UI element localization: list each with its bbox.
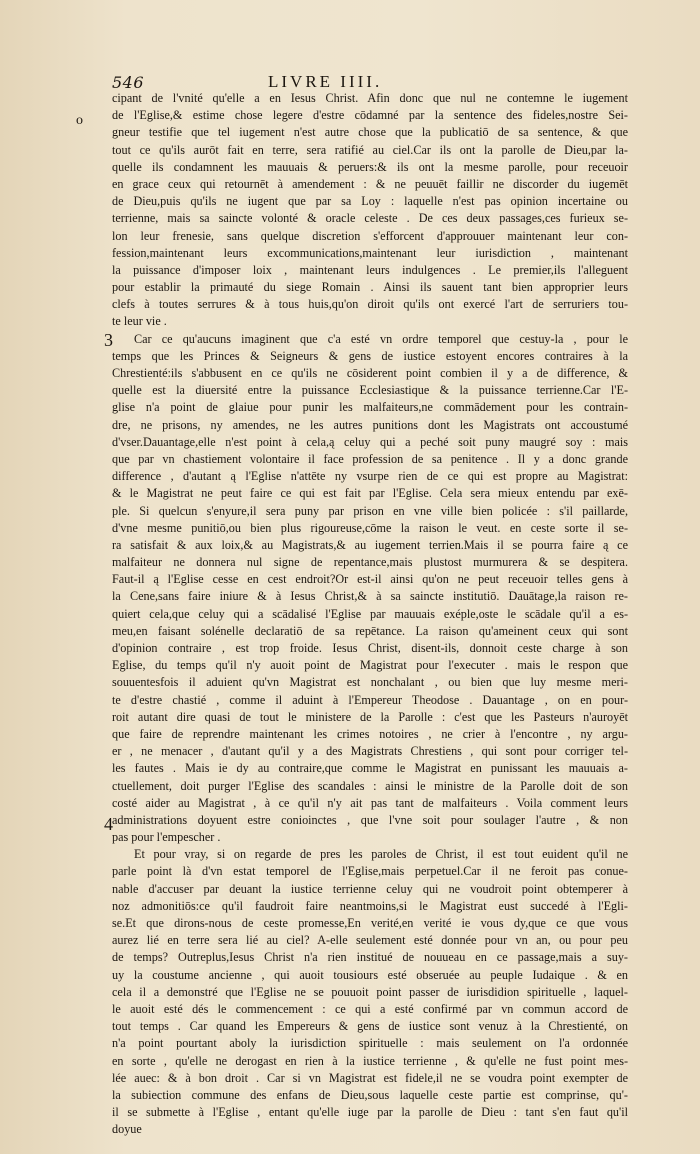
text-line: meu,en faisant solénelle declaratiō de sa repētance. La raison qu'ameinent ceux qui sont: [112, 623, 628, 638]
margin-mark: o: [76, 113, 83, 128]
text-line: dre, ne prisons, ny amendes, ne les autres punitions dont les Magistrats ont accoustumé: [112, 417, 628, 432]
text-line: la puissance d'imposer loix , maintenant leurs indulgences . Le premier,ils l'alleguent: [112, 262, 628, 277]
text-line: lon leur frenesie, sans quelque discretion s'efforcent d'approuuer maintenant leur con-: [112, 228, 628, 243]
text-line: en sorte , qu'elle ne derogast en rien à la iustice terrienne , & qu'elle ne fust point mes-: [112, 1053, 628, 1068]
text-line: lée auec: & à bon droit . Car si vn Magistrat est fidele,il ne se voudra point exempter de: [112, 1070, 628, 1085]
text-line: Eglise, du temps qu'il n'y auoit point de Magistrat pour l'executer . mais le respon que: [112, 658, 628, 673]
paragraph-section-4: [112, 846, 628, 1138]
body-text: [112, 90, 628, 1138]
text-line: de Dieu,puis qu'ils ne iugent que par sa Loy : laquelle n'est pas opinion incertaine ou: [112, 194, 628, 209]
section-number-4: 4: [104, 814, 113, 834]
text-line: cela il a demonstré que l'Eglise ne se pouuoit point passer de iurisdidion spirituelle , laquel-: [112, 984, 628, 999]
text-line: ra satisfait & aux loix,& au Magistrats,& au iugement terrien.Mais il se pourra faire ą ce: [112, 537, 628, 552]
text-line: les fautes . Mais ie dy au contraire,que comme le Magistrat en punissant les mauuais a-: [112, 761, 628, 776]
text-line: ple. Si quelcun s'enyure,il sera puny par prison en vne ville bien policée : s'il paillarde,: [112, 503, 628, 518]
text-line: clefs à toutes serrures & à tous huis,qu'on diroit qu'ils ont exercé l'art de serruriers tou-: [112, 297, 628, 312]
text-line: Faut-il ą l'Eglise cesse en cest endroit?Or est-il ainsi qu'on ne peut receuoir telles gens à: [112, 572, 628, 587]
text-line: uy la coustume ancienne , qui auoit tousiours esté obseruée au peuple Iudaique . & en: [112, 967, 628, 982]
text-line: er , ne menacer , d'autant qu'il y a des Magistrats Chrestiens , qui sont pour corriger tel-: [112, 744, 628, 759]
text-line: que faire de reprendre maintenant les crimes notoires , ne crier à l'encontre , ny argu-: [112, 726, 628, 741]
text-line: quiert cela,que celuy qui a scādalisé l'Eglise par mauuais exéple,oste le scādale qu'il a es-: [112, 606, 628, 621]
running-head: LIVRE IIII.: [268, 72, 383, 91]
text-line: le auoit esté dés le commencement : ce qui a esté confirmé par vn commun accord de: [112, 1001, 628, 1016]
text-line: d'vne mesme punitiō,ou bien plus rigoureuse,cōme la raison le veut. en ceste sorte il se-: [112, 520, 628, 535]
text-line: aurez lié en terre sera lié au ciel? A-elle seulement esté donnée pour vn an, ou pour peu: [112, 933, 628, 948]
text-line: d'vser.Dauantage,elle n'est point à cela,ą celuy qui a peché soit puny maugré soy : mais: [112, 434, 628, 449]
text-line: difference , d'autant ą l'Eglise n'attēte ny vsurpe rien de ce qui est propre au Magistrat:: [112, 469, 628, 484]
text-line: administrations doyuent estre conioinctes , que l'vne soit pour soulager l'autre , & non: [112, 812, 628, 827]
text-line: se.Et que dirons-nous de ceste promesse,En verité,en verité ie vous dy,que ce que vous: [112, 916, 628, 930]
text-line: pas pour l'empescher .: [112, 830, 221, 845]
text-line: glise n'a point de glaiue pour punir les malfaiteurs,ne commādement pour les contrain-: [112, 400, 628, 415]
paragraph-continuation: [112, 90, 628, 331]
text-line: Car ce qu'aucuns imaginent que c'a esté vn ordre temporel que cestuy-la , pour le: [134, 331, 628, 346]
text-line: tout ce qu'ils aurōt fait en terre, sera ratifié au ciel.Car ils ont la parolle de Dieu,par la-: [112, 142, 628, 157]
text-line: il se submette à l'Eglise , entant qu'elle iuge par la parolle de Dieu : tant s'en faut qu'il: [112, 1105, 628, 1120]
text-line: te d'estre chastié , comme il aduint à l'Empereur Theodose . Dauantage , on en pour-: [112, 692, 628, 707]
text-line: la Cene,sans faire iniure & à Iesus Christ,& à sa saincte institutiō. Dauātage,la raison re-: [112, 589, 628, 604]
text-line: tout temps . Car quand les Empereurs & gens de iustice sont venuz à la Chrestienté, on: [112, 1019, 628, 1034]
text-line: pour establir la primauté du siege Romain . Ainsi ils sauent tant bien approprier leurs: [112, 280, 628, 295]
text-line: de l'Eglise,& estime chose legere d'estre cōdamné par la sentence des fideles,nostre Sei-: [112, 108, 628, 123]
text-line: quelle est la diuersité entre la puissance Ecclesiastique & la puissance terrienne.Car l'E-: [112, 383, 628, 398]
text-line: noz admonitiōs:ce qu'il faudroit faire neantmoins,si le Magistrat eust succedé à l'Egli-: [112, 898, 628, 913]
text-line: malfaiteur ne donnera nul signe de repentance,mais plustost murmurera & se despitera.: [112, 555, 628, 570]
text-line: doyue: [112, 1122, 142, 1137]
text-line: souuentesfois il aduient qu'vn Magistrat est nonchalant , ou bien que luy mesme meri-: [112, 675, 628, 690]
text-line: terrienne, mais sa saincte volonté & oracle celeste . De ces deux passages,ces furieux se-: [112, 211, 628, 226]
text-line: Chrestienté:ils s'abbusent en ce qu'ils ne cōsiderent point combien il y a de difference, &: [112, 366, 628, 380]
text-line: la subiection commune des enfans de Dieu,sous laquelle ceste partie est comprinse, qu'-: [112, 1087, 628, 1102]
text-line: ctuellement, doit purger l'Eglise des scandales : ainsi le ministre de la Parolle doit de son: [112, 778, 628, 793]
paragraph-section-3: [112, 331, 628, 847]
text-line: de temps? Outreplus,Iesus Christ n'a rien institué de nouueau en ce passage,mais a suy-: [112, 950, 628, 965]
text-line: te leur vie .: [112, 314, 167, 329]
text-line: nable d'accuser par deuant la iustice terrienne celuy qui ne voudroit point obtemperer à: [112, 881, 628, 896]
text-line: que par vn chastiement volontaire il face profession de sa penitence . Il y a donc grande: [112, 451, 628, 466]
section-number-3: 3: [104, 330, 113, 350]
text-line: costé aider au Magistrat , à ce qu'il n'y ait pas tant de malfaiteurs . Voila comment leurs: [112, 795, 628, 810]
text-line: roit autant dire quasi de tout le ministere de la Parolle : c'est que les Pasteurs n'auroyēt: [112, 709, 628, 724]
text-line: d'opinion contraire , est trop froide. Iesus Christ, disent-ils, donnoit ceste charge à son: [112, 641, 628, 655]
text-line: quelle ils condamnent les mauuais & peruers:& ils ont la mesme parolle, pour receuoir: [112, 159, 628, 174]
text-line: en grace ceux qui retournēt à amendement : & ne peuuēt faillir ne discorder du iugemēt: [112, 176, 628, 191]
text-line: temps que les Princes & Seigneurs & gens de iustice estoyent encores contraires à la: [112, 348, 628, 363]
text-line: gneur testifie que tel iugement n'est autre chose que la publicatiō de sa sentence, & que: [112, 125, 628, 140]
text-line: Et pour vray, si on regarde de pres les paroles de Christ, il est tout euident qu'il ne: [134, 847, 628, 862]
text-line: fession,maintenant leurs excommunications,maintenant leur iurisdiction , maintenant: [112, 245, 628, 260]
text-line: n'a point pourtant aboly la iurisdiction spirituelle : mais seulement on l'a ordonnée: [112, 1036, 628, 1051]
text-line: parle point là d'vn estat temporel de l'Eglise,mais perpetuel.Car il ne feroit pas conue-: [112, 864, 628, 879]
page-number: 546: [112, 73, 145, 92]
text-line: & le Magistrat ne peut faire ce qui est fait par l'Eglise. Cela sera mieux entendu par exē-: [112, 486, 628, 501]
text-line: cipant de l'vnité qu'elle a en Iesus Christ. Afin donc que nul ne contemne le iugement: [112, 91, 628, 105]
